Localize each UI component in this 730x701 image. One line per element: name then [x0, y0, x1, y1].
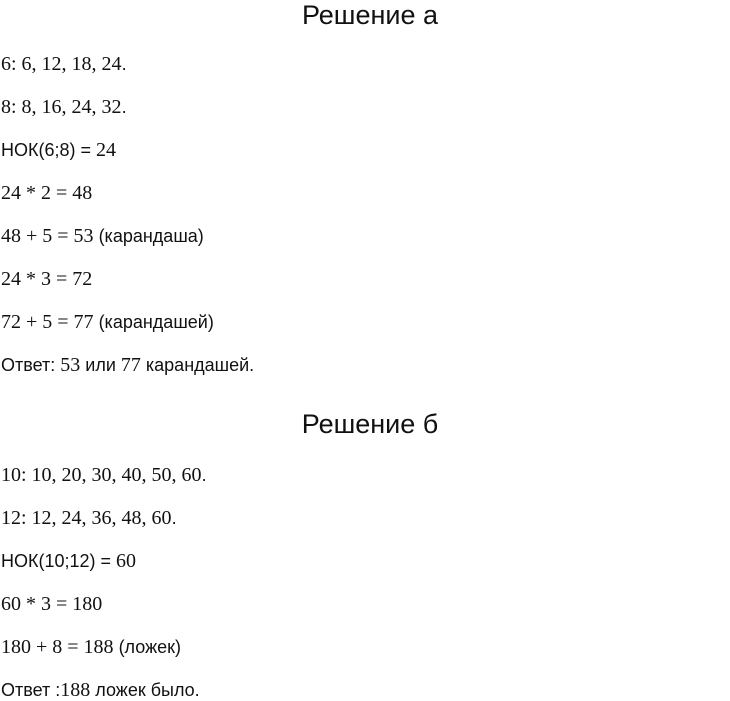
- line-text: .: [121, 97, 127, 117]
- multiples-of-12-line: [1, 507, 177, 529]
- multiples-of-10-line: [1, 464, 207, 486]
- line-text: НОК(6;8) =: [1, 140, 97, 160]
- line-text: (карандашей): [93, 312, 214, 332]
- math-expression: 72 + 5 = 77: [1, 311, 94, 333]
- math-expression: 10: 10, 20, 30, 40, 50, 60: [1, 464, 202, 486]
- math-expression: 188: [60, 679, 91, 701]
- lcm-10-12-line: [1, 550, 136, 572]
- calc-line-b1: [1, 593, 102, 615]
- math-expression: 24: [96, 139, 117, 161]
- calc-line-a2: [1, 225, 204, 247]
- math-expression: 180 + 8 = 188: [1, 636, 114, 658]
- math-expression: 53: [60, 354, 81, 376]
- math-expression: 24 * 2 = 48: [1, 182, 93, 204]
- calc-line-a4: [1, 311, 214, 333]
- line-text: .: [121, 54, 127, 74]
- answer-a-line: [1, 354, 254, 376]
- math-expression: 8: 8, 16, 24, 32: [1, 96, 122, 118]
- line-text: НОК(10;12) =: [1, 551, 117, 571]
- line-text: .: [201, 465, 207, 485]
- calc-line-a3: [1, 268, 92, 290]
- multiples-of-6-line: [1, 53, 127, 75]
- line-text: карандашей.: [140, 355, 255, 375]
- math-expression: 60 * 3 = 180: [1, 593, 103, 615]
- lcm-6-8-line: [1, 139, 116, 161]
- multiples-of-8-line: [1, 96, 127, 118]
- line-text: Ответ :: [1, 680, 61, 700]
- math-expression: 77: [120, 354, 141, 376]
- calc-line-a1: [1, 182, 92, 204]
- line-text: .: [171, 508, 177, 528]
- math-expression: 60: [116, 550, 137, 572]
- math-expression: 6: 6, 12, 18, 24: [1, 53, 122, 75]
- math-expression: 24 * 3 = 72: [1, 268, 93, 290]
- line-text: (ложек): [113, 637, 181, 657]
- line-text: (карандаша): [93, 226, 204, 246]
- math-expression: 48 + 5 = 53: [1, 225, 94, 247]
- calc-line-b2: [1, 636, 181, 658]
- section-a-title: Решение а: [301, 0, 439, 30]
- line-text: или: [80, 355, 121, 375]
- line-text: ложек было.: [90, 680, 200, 700]
- answer-b-line: [1, 679, 200, 701]
- math-expression: 12: 12, 24, 36, 48, 60: [1, 507, 172, 529]
- line-text: Ответ:: [1, 355, 61, 375]
- section-b-title: Решение б: [301, 409, 439, 439]
